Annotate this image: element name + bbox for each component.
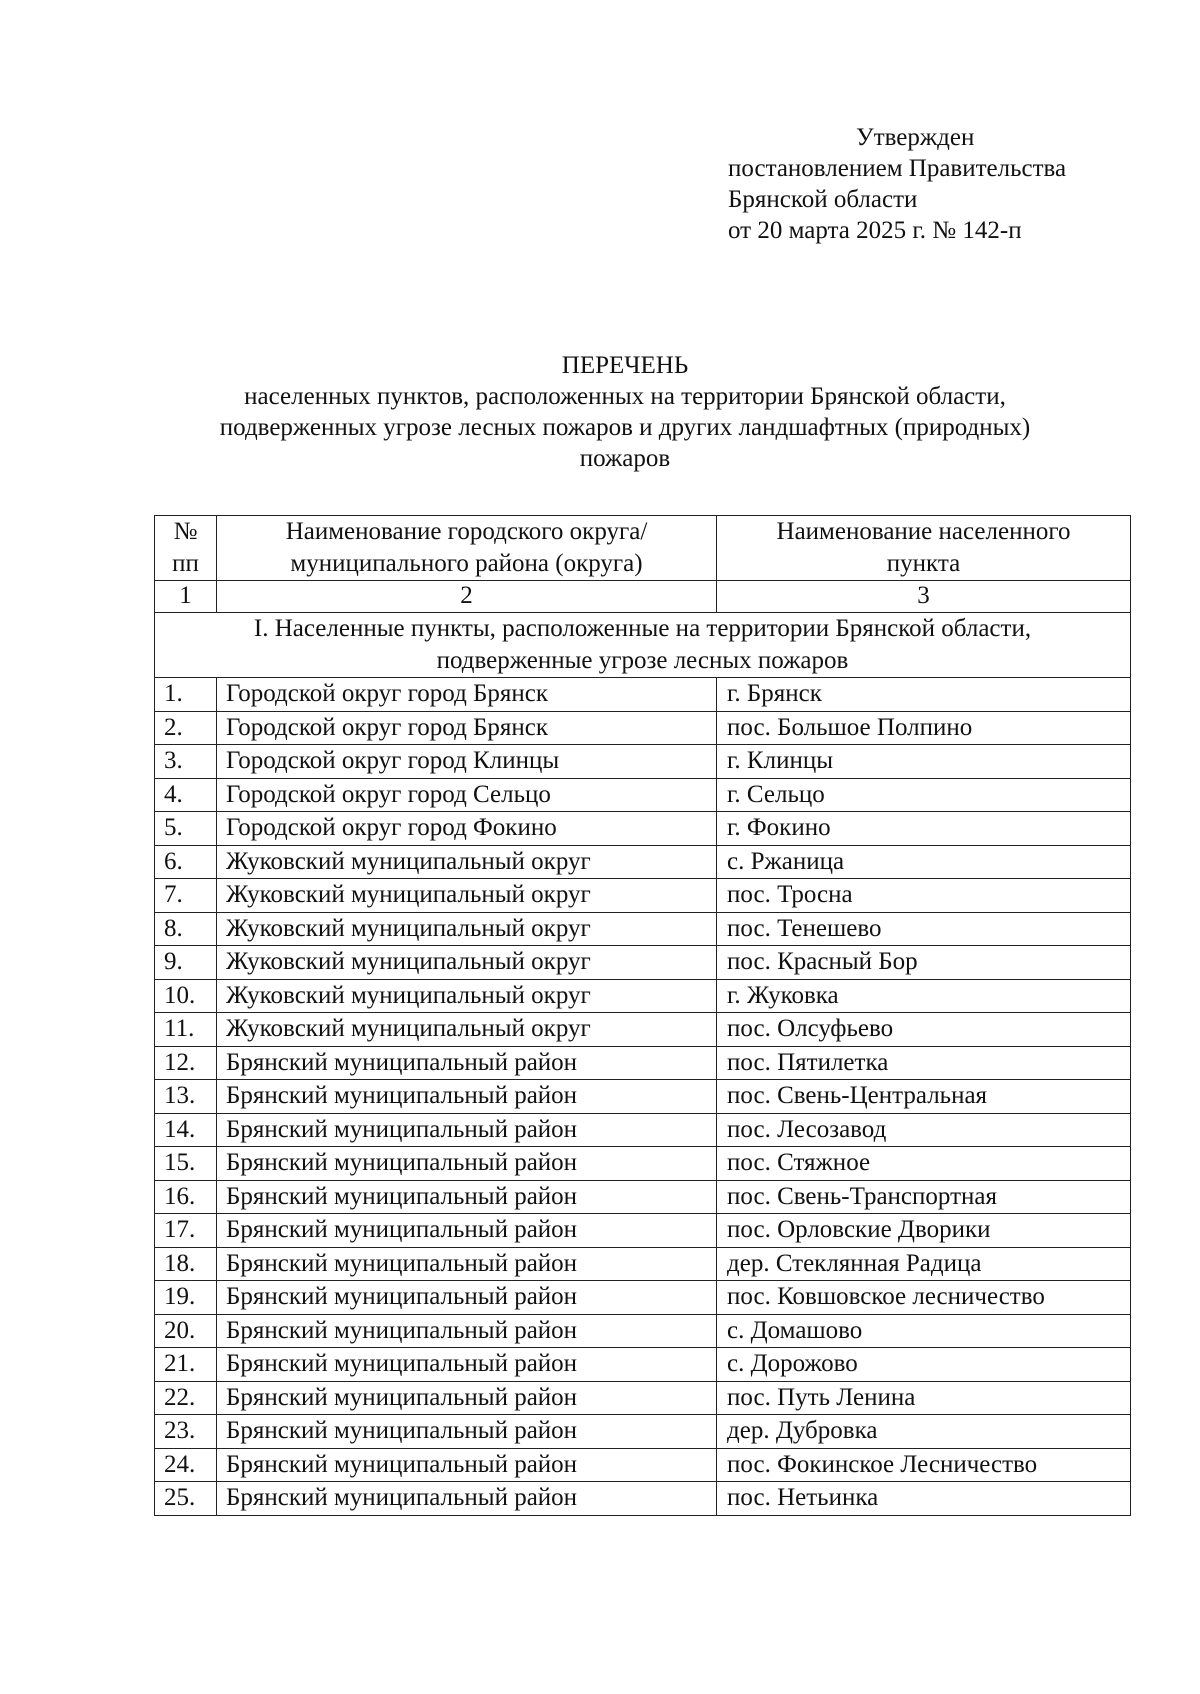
row-district: Брянский муниципальный район [217, 1381, 717, 1415]
row-number: 12. [155, 1046, 217, 1080]
row-number: 2. [155, 711, 217, 745]
table-row [155, 678, 1131, 712]
row-district: Брянский муниципальный район [217, 1247, 717, 1281]
row-locality: пос. Орловские Дворики [717, 1214, 1131, 1248]
table-row [155, 1448, 1131, 1482]
row-district: Городской округ город Сельцо [217, 778, 717, 812]
row-locality: г. Сельцо [717, 778, 1131, 812]
row-number: 21. [155, 1348, 217, 1382]
row-number: 8. [155, 912, 217, 946]
row-locality: пос. Свень-Транспортная [717, 1180, 1131, 1214]
table-row [155, 1214, 1131, 1248]
row-district: Жуковский муниципальный округ [217, 912, 717, 946]
title-line: подверженных угрозе лесных пожаров и других ландшафтных (природных) [219, 414, 1031, 441]
title-heading: ПЕРЕЧЕНЬ [561, 352, 689, 379]
row-number: 25. [155, 1482, 217, 1516]
table-row [155, 1147, 1131, 1181]
row-district: Брянский муниципальный район [217, 1080, 717, 1114]
table-row [155, 1314, 1131, 1348]
row-district: Городской округ город Брянск [217, 711, 717, 745]
row-district: Брянский муниципальный район [217, 1348, 717, 1382]
column-number: 3 [717, 581, 1131, 613]
table-row [155, 879, 1131, 913]
section-heading: I. Населенные пункты, расположенные на территории Брянской области, подверженные угрозе лесных пожаров [155, 613, 1131, 678]
row-number: 23. [155, 1415, 217, 1449]
table-row [155, 979, 1131, 1013]
row-locality: пос. Свень-Центральная [717, 1080, 1131, 1114]
row-district: Жуковский муниципальный округ [217, 979, 717, 1013]
row-locality: пос. Красный Бор [717, 946, 1131, 980]
row-number: 15. [155, 1147, 217, 1181]
row-district: Брянский муниципальный район [217, 1046, 717, 1080]
table-row [155, 1415, 1131, 1449]
row-district: Брянский муниципальный район [217, 1214, 717, 1248]
row-district: Брянский муниципальный район [217, 1147, 717, 1181]
row-locality: пос. Нетьинка [717, 1482, 1131, 1516]
row-district: Жуковский муниципальный округ [217, 946, 717, 980]
table-row [155, 912, 1131, 946]
approval-line: Утвержден [856, 124, 975, 151]
approval-line: постановлением Правительства [728, 155, 1067, 182]
table-row [155, 745, 1131, 779]
row-district: Брянский муниципальный район [217, 1314, 717, 1348]
row-district: Жуковский муниципальный округ [217, 879, 717, 913]
row-number: 16. [155, 1180, 217, 1214]
header-cell-locality: Наименование населенного пункта [717, 516, 1131, 581]
table-row [155, 1013, 1131, 1047]
row-number: 17. [155, 1214, 217, 1248]
row-district: Брянский муниципальный район [217, 1113, 717, 1147]
column-number: 1 [155, 581, 217, 613]
table-row [155, 1281, 1131, 1315]
row-district: Жуковский муниципальный округ [217, 845, 717, 879]
table-row [155, 1113, 1131, 1147]
row-number: 10. [155, 979, 217, 1013]
header-cell-district: Наименование городского округа/ муниципального района (округа) [217, 516, 717, 581]
table-row [155, 1247, 1131, 1281]
row-locality: дер. Стеклянная Радица [717, 1247, 1131, 1281]
row-locality: пос. Путь Ленина [717, 1381, 1131, 1415]
row-locality: пос. Тросна [717, 879, 1131, 913]
table-row [155, 845, 1131, 879]
row-number: 24. [155, 1448, 217, 1482]
approval-stamp [728, 122, 1066, 246]
row-number: 6. [155, 845, 217, 879]
row-locality: пос. Пятилетка [717, 1046, 1131, 1080]
table-row [155, 778, 1131, 812]
table-row [155, 711, 1131, 745]
row-district: Брянский муниципальный район [217, 1415, 717, 1449]
row-locality: с. Домашово [717, 1314, 1131, 1348]
row-number: 22. [155, 1381, 217, 1415]
row-district: Городской округ город Брянск [217, 678, 717, 712]
row-locality: г. Брянск [717, 678, 1131, 712]
row-number: 9. [155, 946, 217, 980]
row-locality: пос. Фокинское Лесничество [717, 1448, 1131, 1482]
row-district: Жуковский муниципальный округ [217, 1013, 717, 1047]
table-row [155, 1381, 1131, 1415]
table-row [155, 1180, 1131, 1214]
row-locality: пос. Лесозавод [717, 1113, 1131, 1147]
row-number: 1. [155, 678, 217, 712]
row-district: Городской округ город Фокино [217, 812, 717, 846]
title-line: пожаров [579, 445, 671, 472]
table-row [155, 1046, 1131, 1080]
table-row [155, 946, 1131, 980]
row-district: Брянский муниципальный район [217, 1281, 717, 1315]
row-locality: г. Фокино [717, 812, 1131, 846]
row-locality: г. Жуковка [717, 979, 1131, 1013]
row-number: 4. [155, 778, 217, 812]
row-locality: г. Клинцы [717, 745, 1131, 779]
row-number: 20. [155, 1314, 217, 1348]
row-district: Брянский муниципальный район [217, 1180, 717, 1214]
row-locality: пос. Олсуфьево [717, 1013, 1131, 1047]
title-line: населенных пунктов, расположенных на территории Брянской области, [244, 383, 1006, 410]
row-number: 13. [155, 1080, 217, 1114]
row-locality: пос. Большое Полпино [717, 711, 1131, 745]
approval-line: Брянской области [728, 186, 918, 213]
row-locality: пос. Ковшовское лесничество [717, 1281, 1131, 1315]
row-number: 11. [155, 1013, 217, 1047]
row-number: 14. [155, 1113, 217, 1147]
row-locality: с. Дорожово [717, 1348, 1131, 1382]
header-cell-number: № пп [155, 516, 217, 581]
row-number: 5. [155, 812, 217, 846]
table-row [155, 1348, 1131, 1382]
table-row [155, 812, 1131, 846]
row-locality: дер. Дубровка [717, 1415, 1131, 1449]
row-locality: с. Ржаница [717, 845, 1131, 879]
document-title [160, 350, 1090, 474]
row-district: Брянский муниципальный район [217, 1448, 717, 1482]
row-number: 7. [155, 879, 217, 913]
row-locality: пос. Тенешево [717, 912, 1131, 946]
section-heading-row [155, 613, 1131, 678]
row-district: Брянский муниципальный район [217, 1482, 717, 1516]
row-number: 18. [155, 1247, 217, 1281]
column-number-row [155, 581, 1131, 613]
row-district: Городской округ город Клинцы [217, 745, 717, 779]
approval-date-number: от 20 марта 2025 г. № 142-п [728, 217, 1022, 244]
localities-table [154, 515, 1131, 1516]
table-row [155, 1080, 1131, 1114]
table-header-row [155, 516, 1131, 581]
row-locality: пос. Стяжное [717, 1147, 1131, 1181]
row-number: 3. [155, 745, 217, 779]
table-row [155, 1482, 1131, 1516]
row-number: 19. [155, 1281, 217, 1315]
column-number: 2 [217, 581, 717, 613]
